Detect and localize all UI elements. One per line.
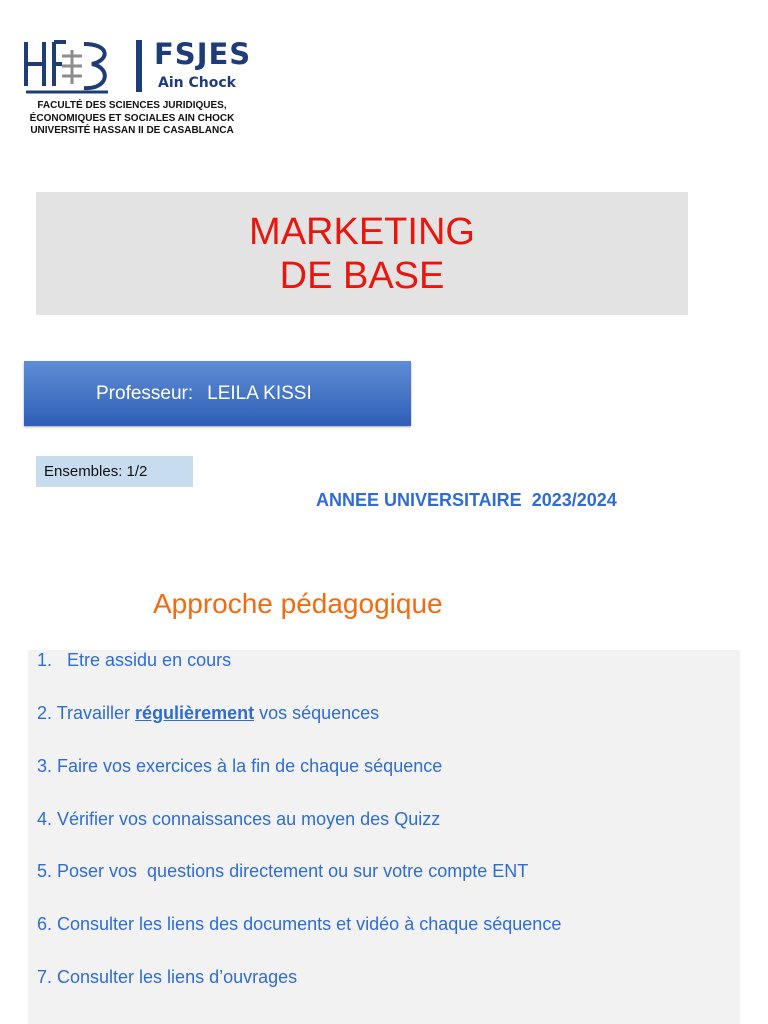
faculty-logo xyxy=(22,36,252,148)
logo-divider xyxy=(136,40,142,92)
professor-label: Professeur: xyxy=(96,383,194,404)
list-item: 3. Faire vos exercices à la fin de chaque séquence xyxy=(37,756,443,776)
university-emblem-icon xyxy=(22,38,112,96)
professor-name: LEILA KISSI xyxy=(207,383,312,404)
course-title-line-2: DE BASE xyxy=(279,255,445,297)
list-item: 7. Consulter les liens d’ouvrages xyxy=(37,967,298,987)
list-item xyxy=(37,703,379,724)
list-item-text: vos séquences xyxy=(254,703,380,723)
list-item-text: 2. Travailler xyxy=(37,703,136,723)
section-title: Approche pédagogique xyxy=(153,588,443,619)
institution-line: ÉCONOMIQUES ET SOCIALES AIN CHOCK xyxy=(29,112,235,124)
emphasis-word: régulièrement xyxy=(135,703,255,723)
logo-title: FSJES xyxy=(154,37,252,71)
institution-line: UNIVERSITÉ HASSAN II DE CASABLANCA xyxy=(30,125,234,136)
list-item: 4. Vérifier vos connaissances au moyen des Quizz xyxy=(37,809,441,829)
course-title-box xyxy=(36,192,688,315)
logo-subtitle: Ain Chock xyxy=(158,75,236,91)
professor-banner xyxy=(24,361,411,426)
pedagogy-list xyxy=(28,650,740,1024)
list-item: 6. Consulter les liens des documents et vidéo à chaque séquence xyxy=(37,914,562,934)
institution-name xyxy=(0,100,264,138)
list-item: 5. Poser vos questions directement ou sur votre compte ENT xyxy=(37,861,529,881)
academic-year: ANNEE UNIVERSITAIRE 2023/2024 xyxy=(316,490,617,510)
list-item: 1. Etre assidu en cours xyxy=(37,650,232,670)
ensembles-badge: Ensembles: 1/2 xyxy=(36,456,193,487)
institution-line: FACULTÉ DES SCIENCES JURIDIQUES, xyxy=(37,100,227,111)
course-title-line-1: MARKETING xyxy=(249,211,475,253)
